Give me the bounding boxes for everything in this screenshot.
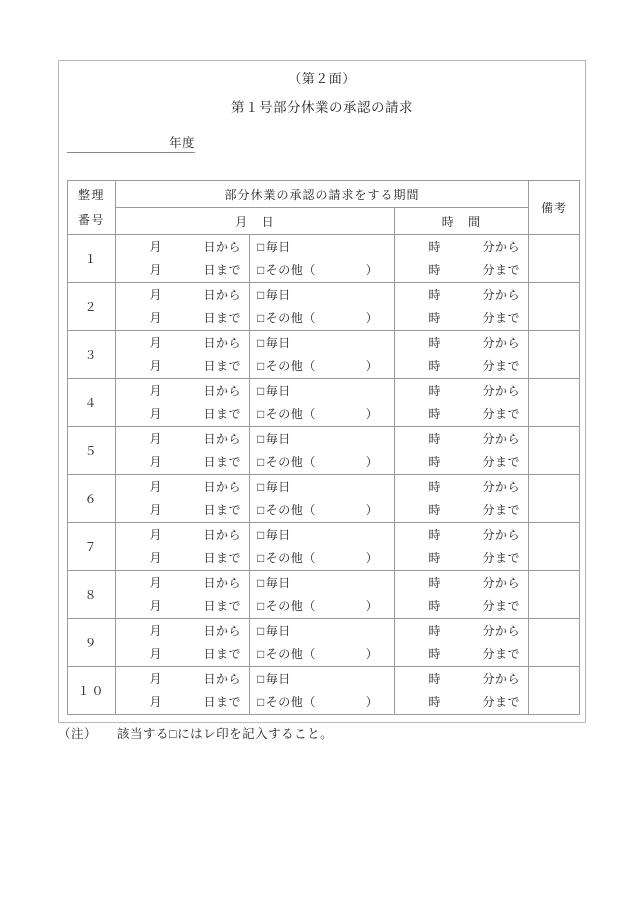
checkbox-other-label: その他（ ） [265, 502, 379, 517]
time-to-line[interactable] [395, 451, 528, 474]
date-range-cell[interactable] [116, 331, 250, 379]
page-title: 第１号部分休業の承認の請求 [231, 100, 413, 115]
time-from-line[interactable] [395, 620, 528, 643]
time-to-hour-unit: 時 [428, 358, 441, 373]
remark-cell[interactable] [529, 523, 580, 571]
time-range-cell[interactable] [395, 331, 529, 379]
date-to-line[interactable] [116, 451, 249, 474]
date-from-month-unit: 月 [149, 671, 162, 686]
time-from-line[interactable] [395, 572, 528, 595]
date-to-line[interactable] [116, 547, 249, 570]
frequency-cell[interactable] [250, 235, 395, 283]
time-to-hour-unit: 時 [428, 262, 441, 277]
time-to-hour-unit: 時 [428, 502, 441, 517]
checkbox-other-icon[interactable]: □ [257, 694, 265, 709]
date-from-month-unit: 月 [149, 623, 162, 638]
time-from-minute-suffix: 分から [482, 383, 521, 398]
time-to-line[interactable] [395, 643, 528, 666]
checkbox-other-row[interactable] [250, 307, 394, 330]
time-from-minute-suffix: 分から [482, 479, 521, 494]
checkbox-everyday-row[interactable] [250, 332, 394, 355]
row-reference-number: ２ [68, 283, 116, 331]
date-to-line[interactable] [116, 307, 249, 330]
footnote [58, 724, 578, 742]
time-from-hour-unit: 時 [428, 575, 441, 590]
time-range-cell[interactable] [395, 283, 529, 331]
row-reference-number: １ [68, 235, 116, 283]
sheet-content [67, 61, 577, 722]
date-to-day-suffix: 日まで [203, 694, 241, 709]
time-from-hour-unit: 時 [428, 527, 441, 542]
checkbox-other-row[interactable] [250, 403, 394, 426]
frequency-cell[interactable] [250, 619, 395, 667]
date-from-day-suffix: 日から [203, 335, 241, 350]
checkbox-everyday-label: 毎日 [265, 383, 291, 398]
checkbox-other-icon[interactable]: □ [257, 598, 265, 613]
date-to-day-suffix: 日まで [203, 454, 241, 469]
remark-cell[interactable] [529, 235, 580, 283]
checkbox-everyday-label: 毎日 [265, 335, 291, 350]
time-from-minute-suffix: 分から [482, 239, 521, 254]
date-to-day-suffix: 日まで [203, 646, 241, 661]
checkbox-everyday-icon[interactable]: □ [257, 431, 265, 446]
date-from-day-suffix: 日から [203, 479, 241, 494]
time-from-line[interactable] [395, 524, 528, 547]
checkbox-everyday-icon[interactable]: □ [257, 287, 265, 302]
checkbox-everyday-row[interactable] [250, 476, 394, 499]
checkbox-other-label: その他（ ） [265, 646, 379, 661]
remark-cell[interactable] [529, 379, 580, 427]
fiscal-year-label: 年度 [168, 136, 195, 150]
date-range-cell[interactable] [116, 283, 250, 331]
header-date-group: 月 日 [116, 208, 395, 235]
date-from-month-unit: 月 [149, 287, 162, 302]
date-from-line[interactable] [116, 524, 249, 547]
time-range-cell[interactable] [395, 475, 529, 523]
checkbox-everyday-icon[interactable]: □ [257, 575, 265, 590]
time-from-line[interactable] [395, 476, 528, 499]
time-range-cell[interactable] [395, 379, 529, 427]
date-to-day-suffix: 日まで [203, 598, 241, 613]
checkbox-other-icon[interactable]: □ [257, 310, 265, 325]
time-from-line[interactable] [395, 236, 528, 259]
row-reference-number: ６ [68, 475, 116, 523]
time-to-line[interactable] [395, 355, 528, 378]
date-range-cell[interactable] [116, 667, 250, 715]
checkbox-other-icon[interactable]: □ [257, 262, 265, 277]
time-from-line[interactable] [395, 668, 528, 691]
checkbox-other-row[interactable] [250, 595, 394, 618]
fiscal-year-field[interactable] [67, 133, 195, 153]
frequency-cell[interactable] [250, 379, 395, 427]
date-to-day-suffix: 日まで [203, 502, 241, 517]
date-to-day-suffix: 日まで [203, 406, 241, 421]
date-from-month-unit: 月 [149, 431, 162, 446]
date-range-cell[interactable] [116, 235, 250, 283]
remark-cell[interactable] [529, 667, 580, 715]
table-row [68, 619, 580, 667]
time-from-line[interactable] [395, 332, 528, 355]
checkbox-everyday-label: 毎日 [265, 431, 291, 446]
time-range-cell[interactable] [395, 667, 529, 715]
time-from-minute-suffix: 分から [482, 671, 521, 686]
time-to-minute-suffix: 分まで [482, 550, 521, 565]
date-from-month-unit: 月 [149, 239, 162, 254]
time-from-minute-suffix: 分から [482, 527, 521, 542]
checkbox-everyday-label: 毎日 [265, 575, 291, 590]
time-from-line[interactable] [395, 284, 528, 307]
date-range-cell[interactable] [116, 619, 250, 667]
header-reference-number-line2: 番号 [77, 212, 105, 227]
table-row [68, 475, 580, 523]
time-from-hour-unit: 時 [428, 239, 441, 254]
date-to-month-unit: 月 [149, 502, 162, 517]
checkbox-other-label: その他（ ） [265, 550, 379, 565]
frequency-cell[interactable] [250, 523, 395, 571]
date-to-line[interactable] [116, 355, 249, 378]
time-from-minute-suffix: 分から [482, 623, 521, 638]
date-range-cell[interactable] [116, 427, 250, 475]
checkbox-other-label: その他（ ） [265, 694, 379, 709]
date-range-cell[interactable] [116, 379, 250, 427]
frequency-cell[interactable] [250, 331, 395, 379]
date-to-month-unit: 月 [149, 646, 162, 661]
checkbox-everyday-icon[interactable]: □ [257, 527, 265, 542]
table-row [68, 331, 580, 379]
date-from-line[interactable] [116, 572, 249, 595]
time-from-minute-suffix: 分から [482, 431, 521, 446]
date-to-line[interactable] [116, 643, 249, 666]
checkbox-everyday-row[interactable] [250, 620, 394, 643]
time-from-minute-suffix: 分から [482, 287, 521, 302]
date-to-day-suffix: 日まで [203, 310, 241, 325]
time-range-cell[interactable] [395, 523, 529, 571]
time-to-minute-suffix: 分まで [482, 646, 521, 661]
time-to-line[interactable] [395, 259, 528, 282]
checkbox-other-row[interactable] [250, 547, 394, 570]
row-reference-number: ９ [68, 619, 116, 667]
date-to-line[interactable] [116, 691, 249, 714]
time-from-minute-suffix: 分から [482, 575, 521, 590]
checkbox-everyday-icon[interactable]: □ [257, 671, 265, 686]
table-row [68, 667, 580, 715]
table-row [68, 283, 580, 331]
checkbox-everyday-icon[interactable]: □ [257, 623, 265, 638]
checkbox-other-icon[interactable]: □ [257, 550, 265, 565]
checkbox-everyday-icon[interactable]: □ [257, 383, 265, 398]
checkbox-other-row[interactable] [250, 643, 394, 666]
frequency-cell[interactable] [250, 475, 395, 523]
remark-cell[interactable] [529, 283, 580, 331]
checkbox-other-row[interactable] [250, 451, 394, 474]
time-to-minute-suffix: 分まで [482, 406, 521, 421]
date-from-day-suffix: 日から [203, 575, 241, 590]
date-range-cell[interactable] [116, 475, 250, 523]
time-to-hour-unit: 時 [428, 406, 441, 421]
time-to-hour-unit: 時 [428, 598, 441, 613]
time-range-cell[interactable] [395, 235, 529, 283]
table-row [68, 523, 580, 571]
checkbox-other-label: その他（ ） [265, 406, 379, 421]
page-marker: （第２面） [288, 71, 356, 86]
date-from-line[interactable] [116, 380, 249, 403]
checkbox-other-row[interactable] [250, 259, 394, 282]
frequency-cell[interactable] [250, 571, 395, 619]
checkbox-everyday-label: 毎日 [265, 287, 291, 302]
checkbox-everyday-icon[interactable]: □ [257, 335, 265, 350]
page-sheet [58, 60, 586, 723]
time-range-cell[interactable] [395, 427, 529, 475]
checkbox-other-icon[interactable]: □ [257, 454, 265, 469]
header-reference-number-line1: 整理 [77, 187, 105, 202]
date-from-month-unit: 月 [149, 335, 162, 350]
row-reference-number: ５ [68, 427, 116, 475]
row-reference-number: １０ [68, 667, 116, 715]
date-from-day-suffix: 日から [203, 383, 241, 398]
time-to-minute-suffix: 分まで [482, 694, 521, 709]
time-to-minute-suffix: 分まで [482, 502, 521, 517]
time-from-hour-unit: 時 [428, 623, 441, 638]
checkbox-everyday-label: 毎日 [265, 623, 291, 638]
date-from-day-suffix: 日から [203, 287, 241, 302]
checkbox-other-label: その他（ ） [265, 310, 379, 325]
checkbox-other-icon[interactable]: □ [257, 502, 265, 517]
time-from-hour-unit: 時 [428, 335, 441, 350]
date-from-month-unit: 月 [149, 479, 162, 494]
date-from-month-unit: 月 [149, 383, 162, 398]
remark-cell[interactable] [529, 475, 580, 523]
checkbox-other-row[interactable] [250, 499, 394, 522]
time-to-hour-unit: 時 [428, 454, 441, 469]
row-reference-number: ４ [68, 379, 116, 427]
date-to-month-unit: 月 [149, 454, 162, 469]
checkbox-everyday-row[interactable] [250, 380, 394, 403]
checkbox-other-label: その他（ ） [265, 358, 379, 373]
footnote-text: 該当する□にはレ印を記入すること。 [117, 727, 334, 741]
date-range-cell[interactable] [116, 523, 250, 571]
table-row [68, 427, 580, 475]
date-from-month-unit: 月 [149, 527, 162, 542]
date-to-line[interactable] [116, 499, 249, 522]
checkbox-everyday-row[interactable] [250, 236, 394, 259]
time-range-cell[interactable] [395, 619, 529, 667]
date-from-month-unit: 月 [149, 575, 162, 590]
time-to-hour-unit: 時 [428, 646, 441, 661]
date-to-month-unit: 月 [149, 694, 162, 709]
checkbox-everyday-row[interactable] [250, 428, 394, 451]
date-to-month-unit: 月 [149, 550, 162, 565]
checkbox-other-icon[interactable]: □ [257, 646, 265, 661]
checkbox-other-label: その他（ ） [265, 262, 379, 277]
date-from-line[interactable] [116, 476, 249, 499]
time-to-line[interactable] [395, 403, 528, 426]
table-row [68, 571, 580, 619]
checkbox-everyday-label: 毎日 [265, 671, 291, 686]
checkbox-everyday-row[interactable] [250, 524, 394, 547]
date-from-day-suffix: 日から [203, 527, 241, 542]
time-to-hour-unit: 時 [428, 694, 441, 709]
time-to-line[interactable] [395, 595, 528, 618]
checkbox-everyday-label: 毎日 [265, 479, 291, 494]
date-to-day-suffix: 日まで [203, 262, 241, 277]
checkbox-other-icon[interactable]: □ [257, 406, 265, 421]
time-to-minute-suffix: 分まで [482, 262, 521, 277]
checkbox-everyday-row[interactable] [250, 284, 394, 307]
table-row [68, 379, 580, 427]
remark-cell[interactable] [529, 571, 580, 619]
footnote-mark: （注） [58, 727, 98, 741]
time-range-cell[interactable] [395, 571, 529, 619]
date-from-day-suffix: 日から [203, 623, 241, 638]
date-to-day-suffix: 日まで [203, 358, 241, 373]
date-to-month-unit: 月 [149, 310, 162, 325]
date-to-line[interactable] [116, 595, 249, 618]
checkbox-everyday-label: 毎日 [265, 527, 291, 542]
checkbox-everyday-icon[interactable]: □ [257, 239, 265, 254]
checkbox-everyday-icon[interactable]: □ [257, 479, 265, 494]
remark-cell[interactable] [529, 331, 580, 379]
checkbox-everyday-row[interactable] [250, 668, 394, 691]
date-from-line[interactable] [116, 428, 249, 451]
date-to-day-suffix: 日まで [203, 550, 241, 565]
checkbox-other-label: その他（ ） [265, 598, 379, 613]
date-from-line[interactable] [116, 668, 249, 691]
row-reference-number: ７ [68, 523, 116, 571]
frequency-cell[interactable] [250, 283, 395, 331]
date-from-day-suffix: 日から [203, 239, 241, 254]
date-from-day-suffix: 日から [203, 431, 241, 446]
time-from-line[interactable] [395, 380, 528, 403]
table-header [68, 181, 580, 235]
frequency-cell[interactable] [250, 667, 395, 715]
checkbox-other-row[interactable] [250, 355, 394, 378]
time-to-hour-unit: 時 [428, 310, 441, 325]
time-to-minute-suffix: 分まで [482, 310, 521, 325]
date-to-month-unit: 月 [149, 262, 162, 277]
time-to-line[interactable] [395, 307, 528, 330]
date-from-day-suffix: 日から [203, 671, 241, 686]
date-to-month-unit: 月 [149, 358, 162, 373]
date-from-line[interactable] [116, 284, 249, 307]
date-from-line[interactable] [116, 332, 249, 355]
time-to-line[interactable] [395, 547, 528, 570]
checkbox-other-row[interactable] [250, 691, 394, 714]
time-to-line[interactable] [395, 691, 528, 714]
header-remark: 備考 [529, 181, 580, 235]
header-time-group: 時 間 [395, 208, 529, 235]
time-from-line[interactable] [395, 428, 528, 451]
date-to-month-unit: 月 [149, 598, 162, 613]
row-reference-number: ３ [68, 331, 116, 379]
date-to-line[interactable] [116, 259, 249, 282]
row-reference-number: ８ [68, 571, 116, 619]
table-body [68, 235, 580, 715]
time-from-minute-suffix: 分から [482, 335, 521, 350]
checkbox-everyday-row[interactable] [250, 572, 394, 595]
header-period-span: 部分休業の承認の請求をする期間 [116, 181, 529, 208]
checkbox-other-icon[interactable]: □ [257, 358, 265, 373]
frequency-cell[interactable] [250, 427, 395, 475]
leave-request-table [67, 180, 580, 715]
remark-cell[interactable] [529, 619, 580, 667]
time-from-hour-unit: 時 [428, 287, 441, 302]
checkbox-everyday-label: 毎日 [265, 239, 291, 254]
time-from-hour-unit: 時 [428, 479, 441, 494]
time-to-minute-suffix: 分まで [482, 454, 521, 469]
remark-cell[interactable] [529, 427, 580, 475]
time-from-hour-unit: 時 [428, 431, 441, 446]
time-to-minute-suffix: 分まで [482, 358, 521, 373]
time-from-hour-unit: 時 [428, 383, 441, 398]
header-reference-number [68, 181, 116, 235]
time-from-hour-unit: 時 [428, 671, 441, 686]
checkbox-other-label: その他（ ） [265, 454, 379, 469]
table-row [68, 235, 580, 283]
date-from-line[interactable] [116, 236, 249, 259]
time-to-minute-suffix: 分まで [482, 598, 521, 613]
time-to-hour-unit: 時 [428, 550, 441, 565]
date-from-line[interactable] [116, 620, 249, 643]
date-to-month-unit: 月 [149, 406, 162, 421]
date-range-cell[interactable] [116, 571, 250, 619]
time-to-line[interactable] [395, 499, 528, 522]
date-to-line[interactable] [116, 403, 249, 426]
